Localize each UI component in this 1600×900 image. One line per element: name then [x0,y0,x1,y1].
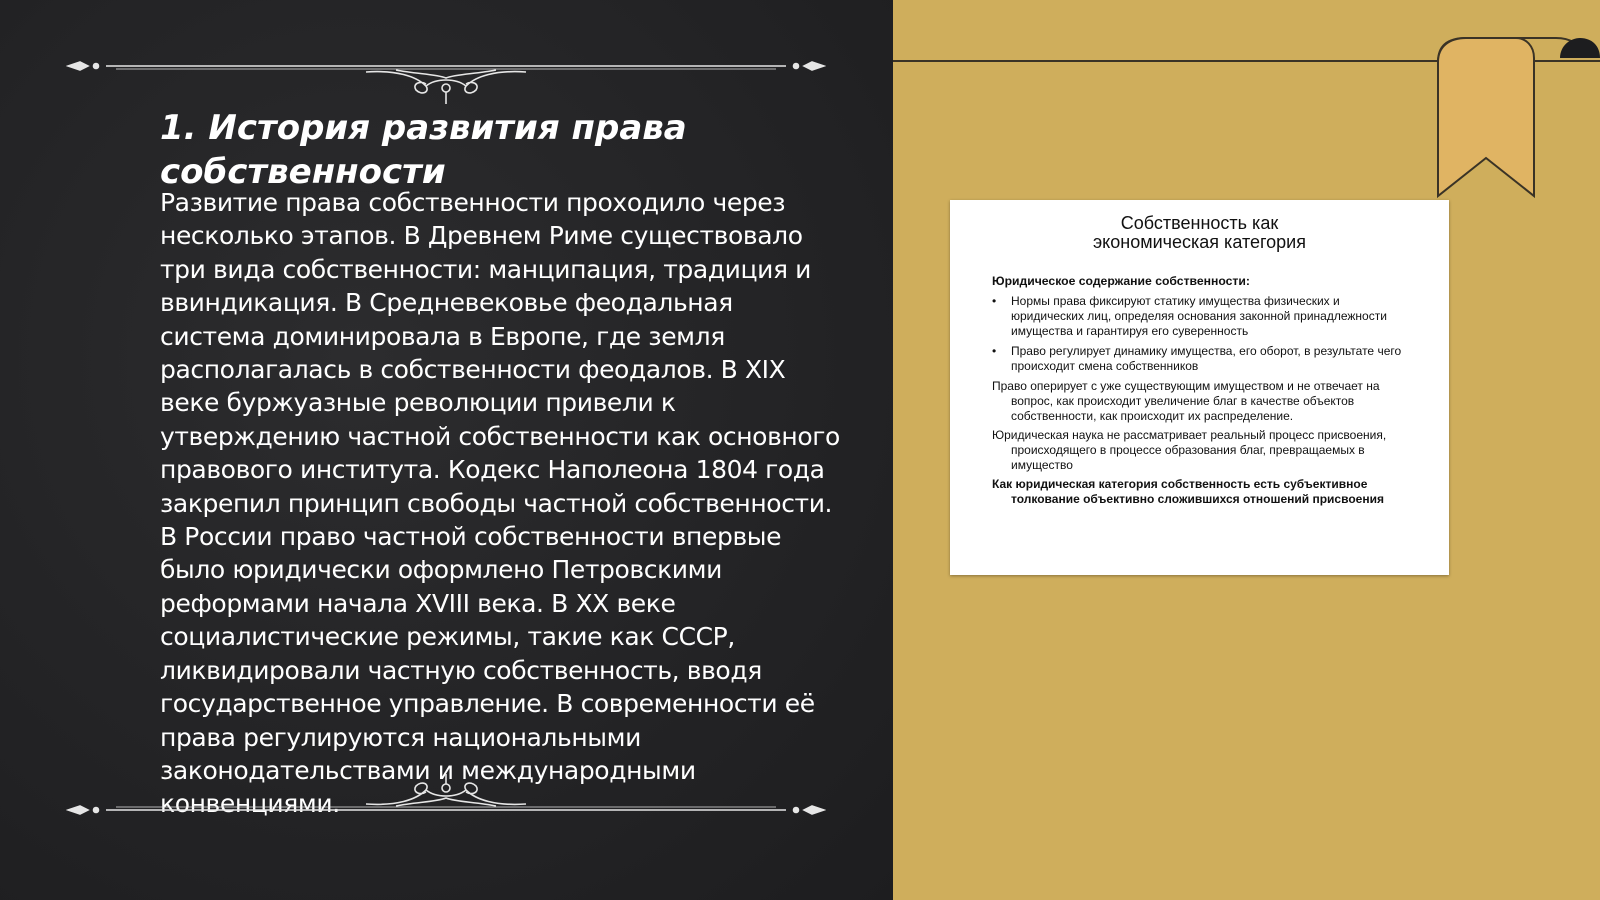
document-paragraph: Юридическая наука не рассматривает реальный процесс присвоения, происходящего в процессе образования благ, превращаемых в имущество [992,428,1387,472]
slide-body-text: Развитие права собственности проходило через несколько этапов. В Древнем Риме существовало три вида собственности: манципация, традиция и ввиндикация. В Средневековье феодальная система доминировала в Европе, где земля располагалась в собственности феодалов. В XIX веке буржуазные революции привели к утверждению частной собственности как основного правового института. Кодекс Наполеона 1804 года закрепил принцип свободы частной собственности. В России право частной собственности впервые было юридически оформлено Петровскими реформами начала XVIII века. В XX веке социалистические режимы, такие как СССР, ликвидировали частную собственность, вводя государственное управление. В современности её права регулируются национальными законодательствами и международными конвенциями. [160,188,840,819]
document-paragraph: Право оперирует с уже существующим имуществом и не отвечает на вопрос, как происходит увеличение благ в качестве объектов собственности, как происходит их распределение. [992,379,1380,423]
document-title-line2: экономическая категория [1092,232,1306,252]
list-item-text: Нормы права фиксируют статику имущества физических и юридических лиц, определяя основания законной принадлежности имущества и гарантируя его суверенность [1011,294,1387,338]
list-item-text: Право регулирует динамику имущества, его оборот, в результате чего происходит смена собственников [1011,344,1402,373]
top-ornament-icon [66,58,826,108]
slide-title: 1. История развития права собственности [160,108,687,192]
list-item [992,294,1407,339]
document-title-line1: Собственность как [1120,213,1279,233]
bookmark-icon [1430,34,1600,204]
document-heading: Юридическое содержание собственности: [992,274,1250,288]
bullet-icon: • [992,344,997,358]
bottom-ornament-icon [66,772,826,822]
bullet-icon: • [992,294,997,308]
document-title [992,214,1407,252]
document-conclusion: Как юридическая категория собственность есть субъективное толкование объективно сложившихся отношений присвоения [992,477,1384,506]
document-bullet-list [992,294,1407,374]
list-item [992,344,1407,374]
document-image [950,200,1449,575]
